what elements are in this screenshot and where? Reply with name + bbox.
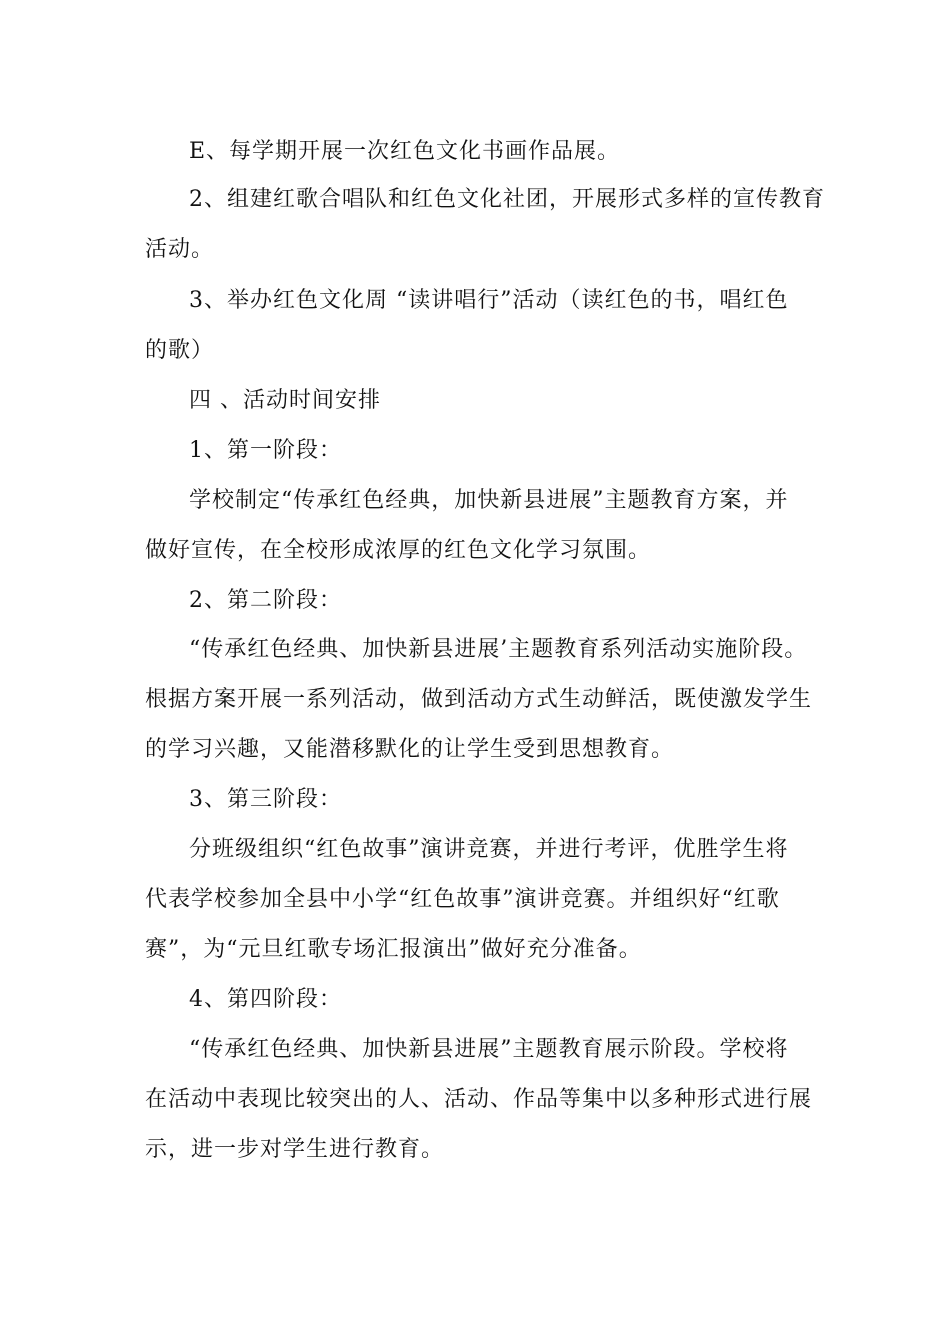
paragraph-stage-3-line-2: 代表学校参加全县中小学“红色故事”演讲竞赛。并组织好“红歌 — [145, 887, 780, 912]
stage-heading-1: 1、第一阶段： — [189, 438, 342, 463]
text-line-item-2-cont: 活动。 — [145, 237, 215, 262]
text-line-item-e: E、每学期开展一次红色文化书画作品展。 — [189, 139, 621, 164]
paragraph-stage-4-line-3: 示，进一步对学生进行教育。 — [145, 1137, 445, 1162]
paragraph-stage-3-line-1: 分班级组织“红色故事”演讲竞赛，并进行考评，优胜学生将 — [189, 837, 789, 862]
paragraph-stage-1-line-1: 学校制定“传承红色经典，加快新县进展”主题教育方案，并 — [189, 488, 789, 513]
paragraph-stage-2-line-1: “传承红色经典、加快新县进展’主题教育系列活动实施阶段。 — [189, 637, 808, 662]
stage-heading-3: 3、第三阶段： — [189, 787, 342, 812]
paragraph-stage-2-line-2: 根据方案开展一系列活动，做到活动方式生动鲜活，既使激发学生 — [145, 687, 813, 712]
paragraph-stage-4-line-2: 在活动中表现比较突出的人、活动、作品等集中以多种形式进行展 — [145, 1087, 813, 1112]
stage-heading-2: 2、第二阶段： — [189, 588, 342, 613]
text-line-item-3-cont: 的歌） — [145, 338, 215, 363]
paragraph-stage-2-line-3: 的学习兴趣，又能潜移默化的让学生受到思想教育。 — [145, 737, 675, 762]
stage-heading-4: 4、第四阶段： — [189, 987, 342, 1012]
section-heading-schedule: 四 、活动时间安排 — [189, 388, 381, 413]
text-line-item-3: 3、举办红色文化周 “读讲唱行”活动（读红色的书，唱红色 — [189, 288, 789, 313]
text-line-item-2: 2、组建红歌合唱队和红色文化社团，开展形式多样的宣传教育 — [189, 187, 825, 212]
paragraph-stage-3-line-3: 赛”，为“元旦红歌专场汇报演出”做好充分准备。 — [145, 937, 642, 962]
paragraph-stage-4-line-1: “传承红色经典、加快新县进展”主题教育展示阶段。学校将 — [189, 1037, 789, 1062]
paragraph-stage-1-line-2: 做好宣传，在全校形成浓厚的红色文化学习氛围。 — [145, 538, 652, 563]
